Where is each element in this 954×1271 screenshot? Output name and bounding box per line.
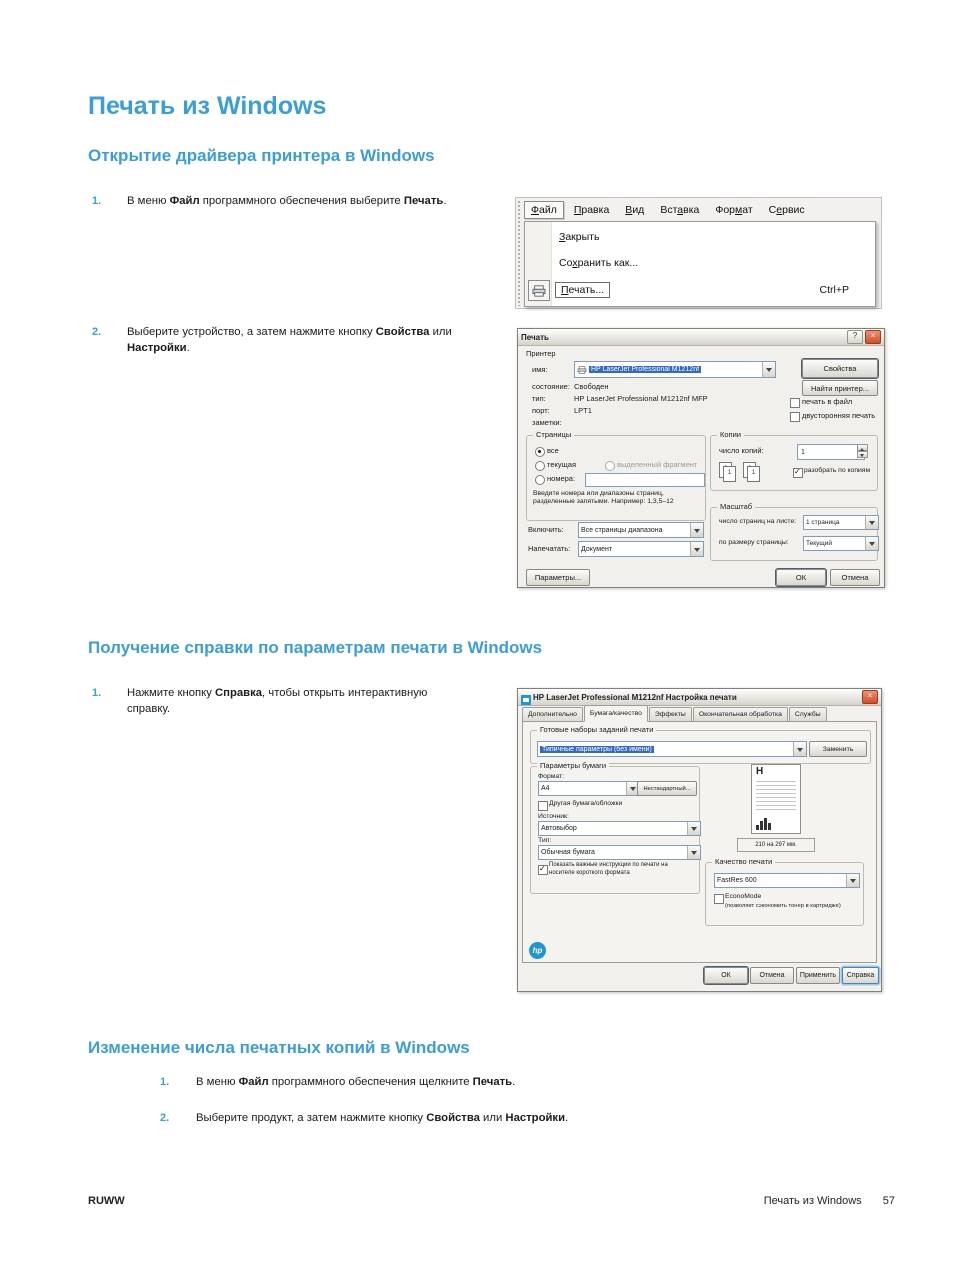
- options-button[interactable]: Параметры...: [526, 569, 590, 586]
- title-bar: [518, 329, 884, 346]
- scale-group-label: Масштаб: [717, 502, 755, 511]
- step-text: В меню Файл программного обеспечения выберите Печать.: [127, 195, 447, 207]
- print-to-file-label: печать в файл: [802, 397, 853, 406]
- copies-count-input[interactable]: 1: [797, 444, 865, 460]
- menubar-item-edit[interactable]: Правка: [573, 203, 610, 216]
- paper-options-group: [530, 761, 700, 894]
- port-label: порт:: [532, 406, 550, 415]
- combo-arrow-icon[interactable]: [690, 523, 703, 537]
- tab-advanced[interactable]: Дополнительно: [522, 707, 583, 721]
- paper-source-label: Источник:: [538, 813, 569, 820]
- print-what-label: Напечатать:: [528, 544, 571, 553]
- footer-page-number: 57: [882, 1195, 895, 1207]
- paper-type-value: Обычная бумага: [541, 849, 595, 856]
- paper-type-combo[interactable]: [538, 845, 701, 860]
- paper-type-label: Тип:: [538, 837, 552, 844]
- combo-arrow-icon[interactable]: [687, 822, 700, 835]
- paper-size-combo[interactable]: [538, 781, 640, 796]
- tab-paper-quality[interactable]: Бумага/качество: [584, 705, 648, 722]
- selection-label: выделенный фрагмент: [617, 460, 698, 469]
- pages-per-sheet-value: 1 страница: [806, 519, 840, 526]
- printer-icon: [528, 280, 550, 301]
- selection-radio[interactable]: [605, 461, 615, 471]
- menu-item-save-as[interactable]: [525, 250, 875, 276]
- short-media-instructions-checkbox[interactable]: [538, 865, 548, 875]
- type-value: HP LaserJet Professional M1212nf MFP: [574, 394, 708, 403]
- page-numbers-label: номера:: [547, 474, 576, 483]
- menubar-item-insert[interactable]: Вставка: [660, 203, 700, 216]
- step-number: 1.: [92, 195, 102, 207]
- footer-section-title: Печать из Windows: [763, 1195, 862, 1207]
- toolbar-handle-dots: [517, 200, 522, 306]
- pages-per-sheet-combo[interactable]: [803, 515, 879, 530]
- menu-bar: [524, 198, 881, 221]
- combo-arrow-icon[interactable]: [687, 846, 700, 859]
- help-titlebar-button[interactable]: ?: [847, 330, 863, 344]
- duplex-checkbox[interactable]: [790, 412, 800, 422]
- economode-label: EconoMode: [725, 893, 762, 900]
- current-page-radio[interactable]: [535, 461, 545, 471]
- tab-effects[interactable]: Эффекты: [649, 707, 692, 721]
- spinner-down-icon[interactable]: [857, 451, 868, 458]
- print-quality-value: FastRes 600: [717, 877, 757, 884]
- dialog-body: [518, 345, 884, 587]
- page-range-input[interactable]: [585, 473, 705, 487]
- preview-histogram-icon: [756, 817, 772, 830]
- all-pages-label: все: [547, 446, 559, 455]
- other-paper-label: Другая бумага/обложки: [549, 800, 623, 807]
- notes-label: заметки:: [532, 418, 562, 427]
- window-title: HP LaserJet Professional M1212nf Настройка печати: [533, 692, 737, 702]
- preview-text-lines: [756, 781, 796, 813]
- collate-checkbox[interactable]: [793, 468, 803, 478]
- menubar-item-view[interactable]: Вид: [625, 203, 645, 216]
- ok-button[interactable]: ОК: [776, 569, 826, 586]
- print-what-combo[interactable]: [578, 541, 704, 557]
- quick-sets-value: Типичные параметры (без имени): [542, 745, 652, 753]
- tab-finishing[interactable]: Окончательная обработка: [693, 707, 788, 721]
- file-menu-dropdown: [524, 221, 876, 307]
- paper-source-combo[interactable]: [538, 821, 701, 836]
- close-button[interactable]: ×: [862, 690, 878, 704]
- pages-per-sheet-label: число страниц на листе:: [719, 518, 797, 525]
- duplex-label: двусторонняя печать: [802, 411, 876, 420]
- type-label: тип:: [532, 394, 546, 403]
- step-text: Выберите устройство, а затем нажмите кнопку Свойства или Настройки.: [127, 326, 452, 355]
- copies-stepper[interactable]: [857, 444, 868, 458]
- page-title: Печать из Windows: [88, 92, 327, 120]
- footer-left: RUWW: [88, 1195, 125, 1207]
- printer-name-combo[interactable]: [574, 361, 776, 378]
- preview-letter: H: [756, 766, 764, 777]
- paper-source-value: Автовыбор: [541, 825, 577, 832]
- hp-logo: hp: [529, 942, 546, 959]
- economode-note: (позволяет сэкономить тонер в картридже): [725, 903, 841, 909]
- menu-item-label: Сохранить как...: [559, 257, 639, 269]
- tab-services[interactable]: Службы: [789, 707, 827, 721]
- menu-item-label: Печать...: [555, 282, 610, 298]
- printer-name-label: имя:: [532, 365, 548, 374]
- section-heading-open-driver: Открытие драйвера принтера в Windows: [88, 146, 435, 165]
- close-button[interactable]: ×: [865, 330, 881, 344]
- pages-group-label: Страницы: [533, 430, 574, 439]
- menubar-item-file[interactable]: Файл: [524, 201, 564, 219]
- quick-sets-group-label: Готовые наборы заданий печати: [537, 725, 656, 734]
- quick-sets-combo[interactable]: [537, 741, 807, 757]
- step-text: Выберите продукт, а затем нажмите кнопку Свойства или Настройки.: [196, 1112, 569, 1124]
- properties-button[interactable]: Свойства: [802, 359, 878, 378]
- help-button[interactable]: Справка: [842, 967, 879, 984]
- step-text: Нажмите кнопку Справка, чтобы открыть интерактивную справку.: [127, 687, 428, 716]
- window-icon: [521, 692, 531, 702]
- paper-size-label: Формат:: [538, 773, 565, 780]
- other-paper-checkbox[interactable]: [538, 801, 548, 811]
- fit-to-page-value: Текущий: [806, 540, 832, 547]
- step-number: 2.: [92, 326, 102, 338]
- ok-button[interactable]: ОК: [704, 967, 748, 984]
- status-label: состояние:: [532, 382, 570, 391]
- current-page-label: текущая: [547, 460, 577, 469]
- quick-sets-save-button[interactable]: Заменить: [809, 741, 867, 757]
- include-label: Включить:: [528, 525, 564, 534]
- menu-item-close[interactable]: [525, 224, 875, 250]
- cancel-button[interactable]: Отмена: [830, 569, 880, 586]
- status-value: Свободен: [574, 382, 609, 391]
- collate-pages-icon: 1 1: [719, 462, 769, 484]
- menubar-item-format[interactable]: Формат: [715, 203, 753, 216]
- copies-count-label: число копий:: [719, 446, 764, 455]
- include-value: Все страницы диапазона: [581, 526, 663, 534]
- spinner-up-icon[interactable]: [857, 444, 868, 451]
- window-title: Печать: [521, 332, 549, 342]
- cancel-button[interactable]: Отмена: [750, 967, 794, 984]
- printer-icon: [577, 366, 587, 374]
- combo-arrow-icon[interactable]: [865, 516, 878, 529]
- fit-to-page-label: по размеру страницы:: [719, 539, 789, 546]
- section-heading-copies: Изменение числа печатных копий в Windows: [88, 1038, 470, 1057]
- section-heading-help: Получение справки по параметрам печати в Windows: [88, 638, 543, 657]
- step-text: В меню Файл программного обеспечения щелкните Печать.: [196, 1076, 516, 1088]
- print-quality-group: [705, 857, 864, 926]
- screenshot-print-dialog: [517, 328, 885, 588]
- paper-dimensions-label: 210 на 297 мм.: [737, 838, 815, 852]
- printer-name-value: HP LaserJet Professional M1212nf: [591, 366, 700, 373]
- collate-label: разобрать по копиям: [804, 467, 871, 474]
- economode-checkbox[interactable]: [714, 894, 724, 904]
- include-combo[interactable]: [578, 522, 704, 538]
- screenshot-printing-preferences: [517, 688, 882, 992]
- page-range-hint: Введите номера или диапазоны страниц, разделенные запятыми. Например: 1,3,5–12: [533, 490, 674, 506]
- apply-button[interactable]: Применить: [796, 967, 840, 984]
- menu-item-print[interactable]: [525, 277, 875, 303]
- shortcut-label: Ctrl+P: [819, 284, 849, 296]
- step-number: 2.: [160, 1112, 170, 1124]
- document-preview: [751, 764, 801, 834]
- short-media-instructions-label: Показать важные инструкции по печати на носителе короткого формата: [549, 862, 668, 876]
- combo-arrow-icon[interactable]: [690, 542, 703, 556]
- print-what-value: Документ: [581, 545, 613, 553]
- tab-page: [522, 721, 877, 963]
- port-value: LPT1: [574, 406, 592, 415]
- all-pages-radio[interactable]: [535, 447, 545, 457]
- combo-arrow-icon[interactable]: [865, 537, 878, 550]
- combo-arrow-icon[interactable]: [793, 742, 806, 756]
- paper-options-group-label: Параметры бумаги: [537, 761, 609, 770]
- scale-group: [710, 502, 878, 561]
- footer-right: [555, 1195, 895, 1207]
- find-printer-button[interactable]: Найти принтер...: [802, 380, 878, 396]
- fit-to-page-combo[interactable]: [803, 536, 879, 551]
- tab-strip: [522, 706, 828, 721]
- menu-item-label: Закрыть: [559, 231, 600, 243]
- pages-group: [526, 430, 706, 521]
- step-number: 1.: [160, 1076, 170, 1088]
- custom-size-button[interactable]: Нестандартный...: [637, 781, 697, 796]
- print-quality-combo[interactable]: [714, 873, 860, 888]
- title-bar: [518, 689, 881, 706]
- print-to-file-checkbox[interactable]: [790, 398, 800, 408]
- combo-arrow-icon[interactable]: [846, 874, 859, 887]
- quick-sets-group: [530, 725, 871, 764]
- paper-size-value: A4: [541, 785, 550, 792]
- print-quality-group-label: Качество печати: [712, 857, 775, 866]
- menubar-item-tools[interactable]: Сервис: [768, 203, 805, 216]
- screenshot-file-menu: [515, 197, 882, 309]
- step-number: 1.: [92, 687, 102, 699]
- copies-group-label: Копии: [717, 430, 744, 439]
- page-numbers-radio[interactable]: [535, 475, 545, 485]
- printer-group-label: Принтер: [526, 349, 556, 358]
- copies-group: [710, 430, 878, 491]
- combo-arrow-icon[interactable]: [762, 362, 775, 377]
